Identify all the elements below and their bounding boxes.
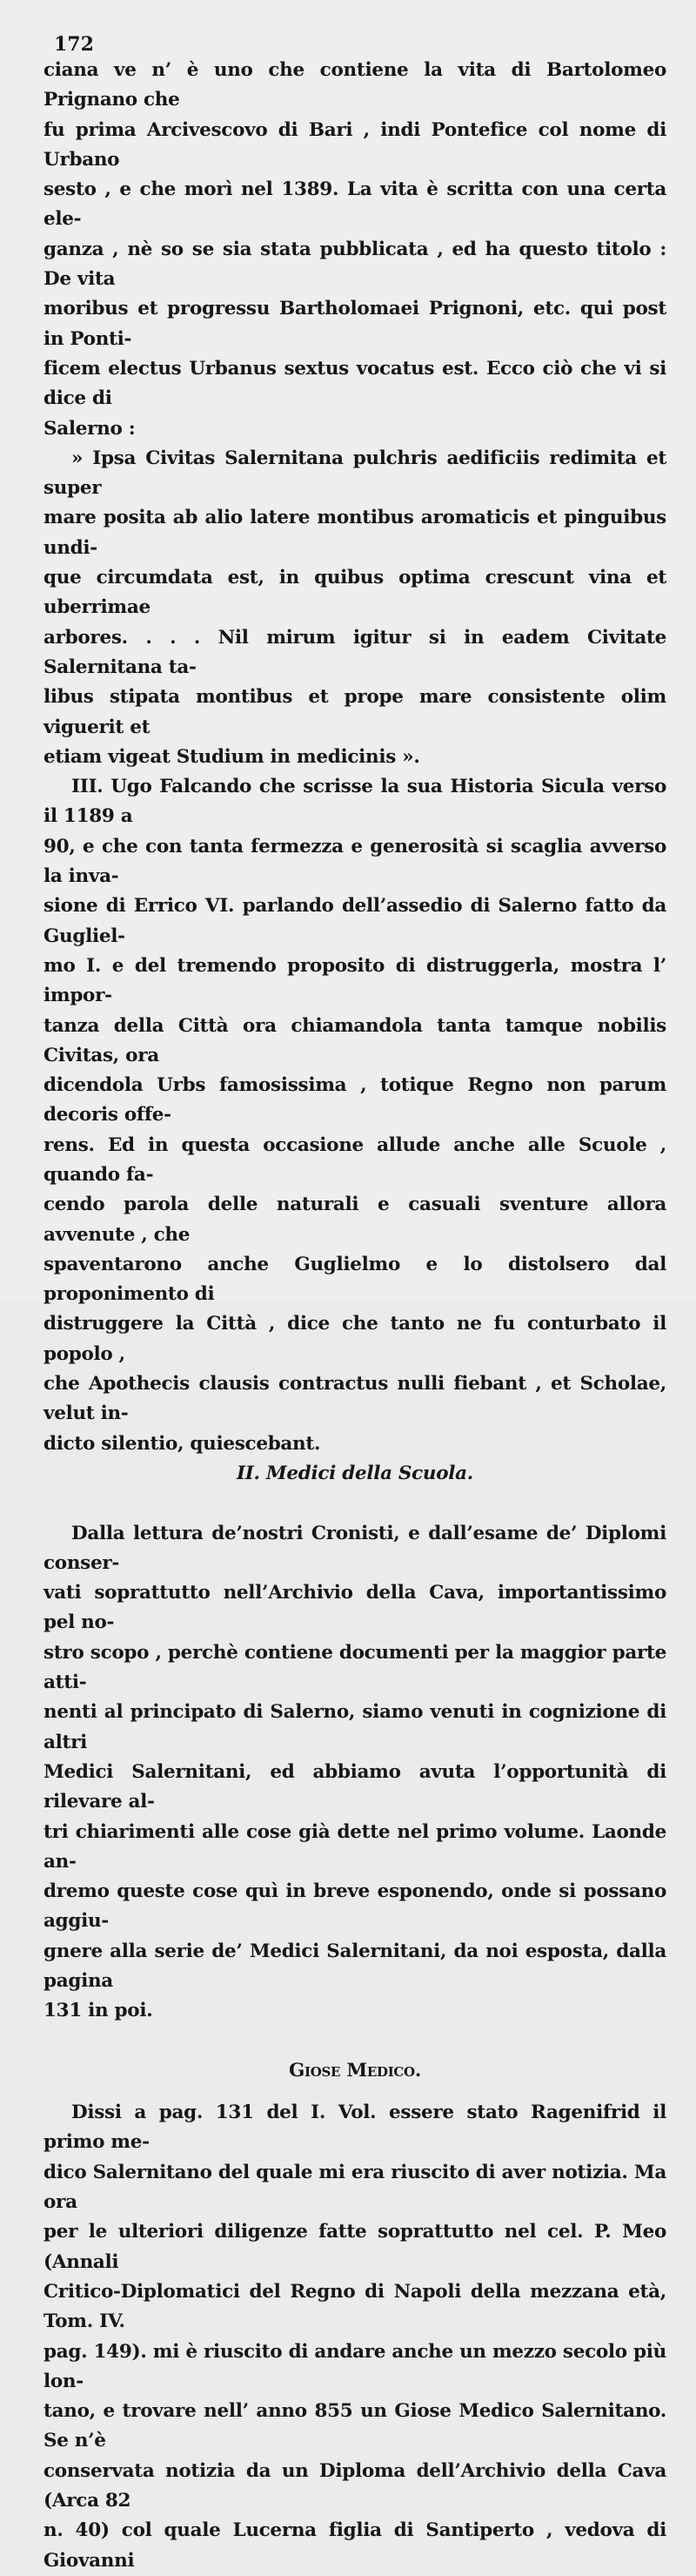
paragraph-cronisti: [44, 1519, 666, 2027]
text-line: pag. 149). mi è riuscito di andare anche un mezzo secolo più lon-: [44, 2340, 666, 2392]
text-line: ganza , nè so se sia stata pubblicata , ed ha questo titolo : De vita: [44, 238, 666, 291]
text-line: mo I. e del tremendo proposito di distruggerla, mostra l’ impor-: [44, 954, 666, 1007]
text-line: tri chiarimenti alle cose già dette nel primo volume. Laonde an-: [44, 1820, 666, 1873]
text-line: ficem electus Urbanus sextus vocatus est. Ecco ciò che vi si dice di: [44, 357, 666, 410]
latin-quotation: [44, 444, 666, 772]
text-line: Dissi a pag. 131 del I. Vol. essere stato Ragenifrid il primo me-: [44, 2102, 666, 2154]
text-line: rens. Ed in questa occasione allude anche alle Scuole , quando fa-: [44, 1133, 666, 1186]
text-line: distruggere la Città , dice che tanto ne fu conturbato il popolo ,: [44, 1313, 666, 1365]
text-line: Critico-Diplomatici del Regno di Napoli della mezzana età, Tom. IV.: [44, 2280, 666, 2333]
text-line: che Apothecis clausis contractus nulli fiebant , et Scholae, velut in-: [44, 1373, 666, 1425]
text-line: tanza della Città ora chiamandola tanta tamque nobilis Civitas, ora: [44, 1014, 666, 1066]
text-line: per le ulteriori diligenze fatte soprattutto nel cel. P. Meo (Annali: [44, 2221, 666, 2273]
text-line: sione di Errico VI. parlando dell’assedio di Salerno fatto da Gugliel-: [44, 895, 666, 947]
text-line: stro scopo , perchè contiene documenti per la maggior parte atti-: [44, 1641, 666, 1694]
text-line: vati soprattutto nell’Archivio della Cava, importantissimo pel no-: [44, 1582, 666, 1634]
page-number: 172: [54, 33, 94, 56]
text-line: spaventarono anche Guglielmo e lo distolsero dal proponimento di: [44, 1253, 666, 1306]
text-line: etiam vigeat Studium in medicinis ».: [44, 745, 420, 768]
text-line: 131 in poi.: [44, 2000, 153, 2022]
text-line: n. 40) col quale Lucerna figlia di Santiperto , vedova di Giovanni: [44, 2519, 666, 2572]
text-line: dicto silentio, quiescebant.: [44, 1432, 321, 1455]
heading-giose-medico: Giose Medico.: [288, 2059, 422, 2082]
paragraph-ugo-falcando: [44, 772, 666, 1459]
text-line: dicendola Urbs famosissima , totique Regno non parum decoris offe-: [44, 1074, 666, 1127]
section-heading-medici: II. Medici della Scuola.: [237, 1462, 473, 1484]
text-line: conservata notizia da un Diploma dell’Archivio della Cava (Arca 82: [44, 2459, 666, 2512]
spacer: [44, 2086, 666, 2098]
text-line: gnere alla serie de’ Medici Salernitani, da noi esposta, dalla pagina: [44, 1940, 666, 1992]
text-line: fu prima Arcivescovo di Bari , indi Pontefice col nome di Urbano: [44, 118, 666, 171]
text-line: nenti al principato di Salerno, siamo venuti in cognizione di altri: [44, 1701, 666, 1753]
text-line: cendo parola delle naturali e casuali sventure allora avvenute , che: [44, 1194, 666, 1246]
text-line: Medici Salernitani, ed abbiamo avuta l’opportunità di rilevare al-: [44, 1760, 666, 1813]
text-line: III. Ugo Falcando che scrisse la sua Historia Sicula verso il 1189 a: [44, 776, 666, 828]
text-line: Dalla lettura de’nostri Cronisti, e dall’esame de’ Diplomi conser-: [44, 1522, 666, 1574]
text-line: tano, e trovare nell’ anno 855 un Giose Medico Salernitano. Se n’è: [44, 2400, 666, 2452]
text-line: arbores. . . . Nil mirum igitur si in eadem Civitate Salernitana ta-: [44, 626, 666, 678]
text-line: mare posita ab alio latere montibus aromaticis et pinguibus undi-: [44, 507, 666, 559]
text-line: que circumdata est, in quibus optima crescunt vina et uberrimae: [44, 567, 666, 619]
text-line: libus stipata montibus et prope mare consistente olim viguerit et: [44, 686, 666, 738]
paragraph-giose: [44, 2098, 666, 2576]
text-line: sesto , e che morì nel 1389. La vita è scritta con una certa ele-: [44, 178, 666, 231]
spacer: [44, 1489, 666, 1518]
text-line: Salerno :: [44, 417, 136, 440]
page-body: [44, 56, 666, 2576]
paragraph-vita-prignano: [44, 56, 666, 444]
text-line: dico Salernitano del quale mi era riuscito di aver notizia. Ma ora: [44, 2161, 666, 2214]
text-line: » Ipsa Civitas Salernitana pulchris aedificiis redimita et super: [44, 447, 666, 500]
text-line: dremo queste cose quì in breve esponendo, onde si possano aggiu-: [44, 1880, 666, 1933]
spacer: [44, 2027, 666, 2056]
text-line: 90, e che con tanta fermezza e generosità si scaglia avverso la inva-: [44, 835, 666, 888]
text-line: moribus et progressu Bartholomaei Prignoni, etc. qui post in Ponti-: [44, 298, 666, 350]
text-line: ciana ve n’ è uno che contiene la vita di Bartolomeo Prignano che: [44, 59, 666, 111]
